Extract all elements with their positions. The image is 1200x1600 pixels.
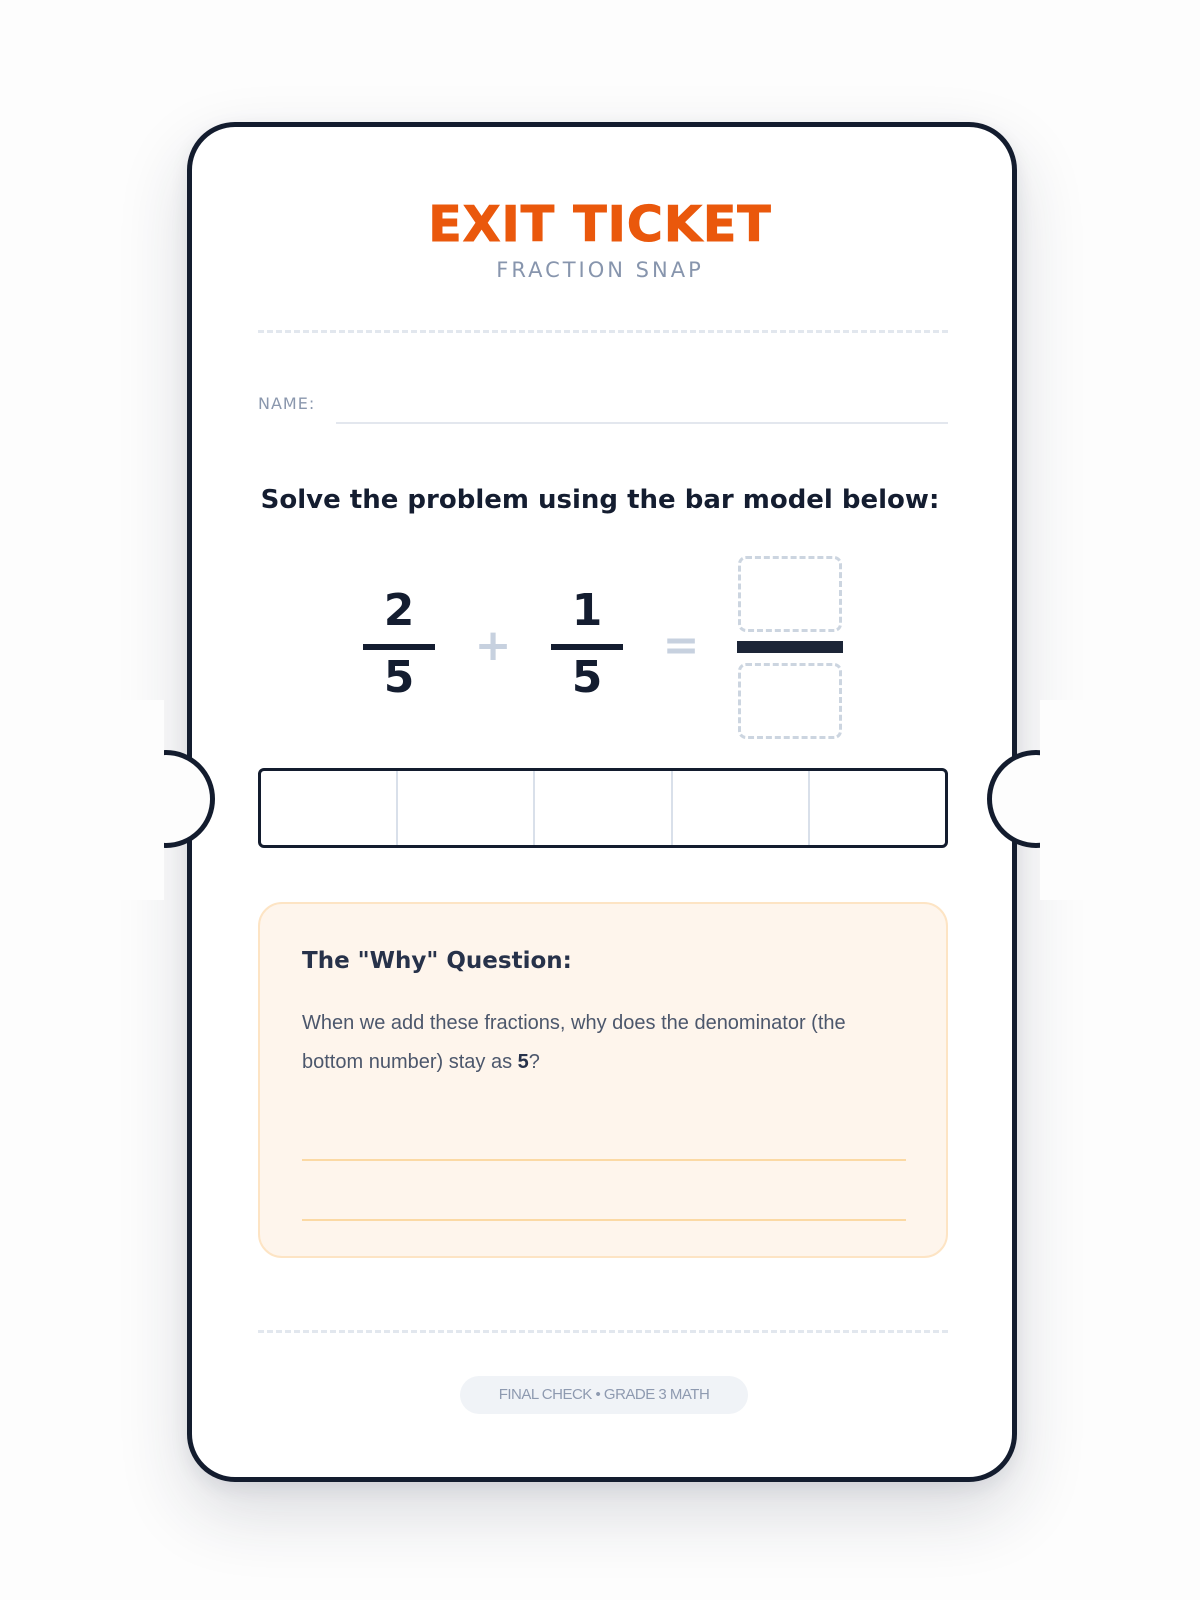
plus-operator: + [474,620,512,671]
bar-model [258,768,948,848]
footer-badge: FINAL CHECK • GRADE 3 MATH [460,1376,748,1414]
bar-model-cell[interactable] [535,771,672,845]
bar-model-cell[interactable] [398,771,535,845]
ticket-subtitle: FRACTION SNAP [496,258,704,282]
fraction-a-numerator: 2 [383,585,415,636]
answer-fraction-bar [737,641,843,653]
bottom-divider [258,1330,948,1333]
bar-model-cell[interactable] [261,771,398,845]
problem-instruction: Solve the problem using the bar model below: [260,485,940,515]
why-question-text-end: ? [528,1051,540,1073]
equals-operator: = [662,620,700,671]
why-question-text [302,1004,912,1082]
why-question-emphasis: 5 [517,1051,529,1073]
page-background-left [0,700,164,900]
why-question-text-start: When we add these fractions, why does the denominator (the bottom number) stay as [302,1012,846,1073]
fraction-b-bar [551,644,623,650]
name-field[interactable] [336,422,948,424]
bar-model-cell[interactable] [810,771,945,845]
name-label: NAME: [258,394,316,413]
top-divider [258,330,948,333]
answer-denominator-box[interactable] [738,663,842,739]
fraction-b-denominator: 5 [571,652,603,703]
answer-line-1[interactable] [302,1159,906,1161]
answer-line-2[interactable] [302,1219,906,1221]
fraction-a-bar [363,644,435,650]
ticket-title: EXIT TICKET [428,196,772,253]
fraction-a-denominator: 5 [383,652,415,703]
bar-model-cell[interactable] [673,771,810,845]
fraction-b-numerator: 1 [571,585,603,636]
why-question-card [258,902,948,1258]
why-question-title: The "Why" Question: [302,948,572,974]
page-background-right [1040,700,1200,900]
answer-numerator-box[interactable] [738,556,842,632]
